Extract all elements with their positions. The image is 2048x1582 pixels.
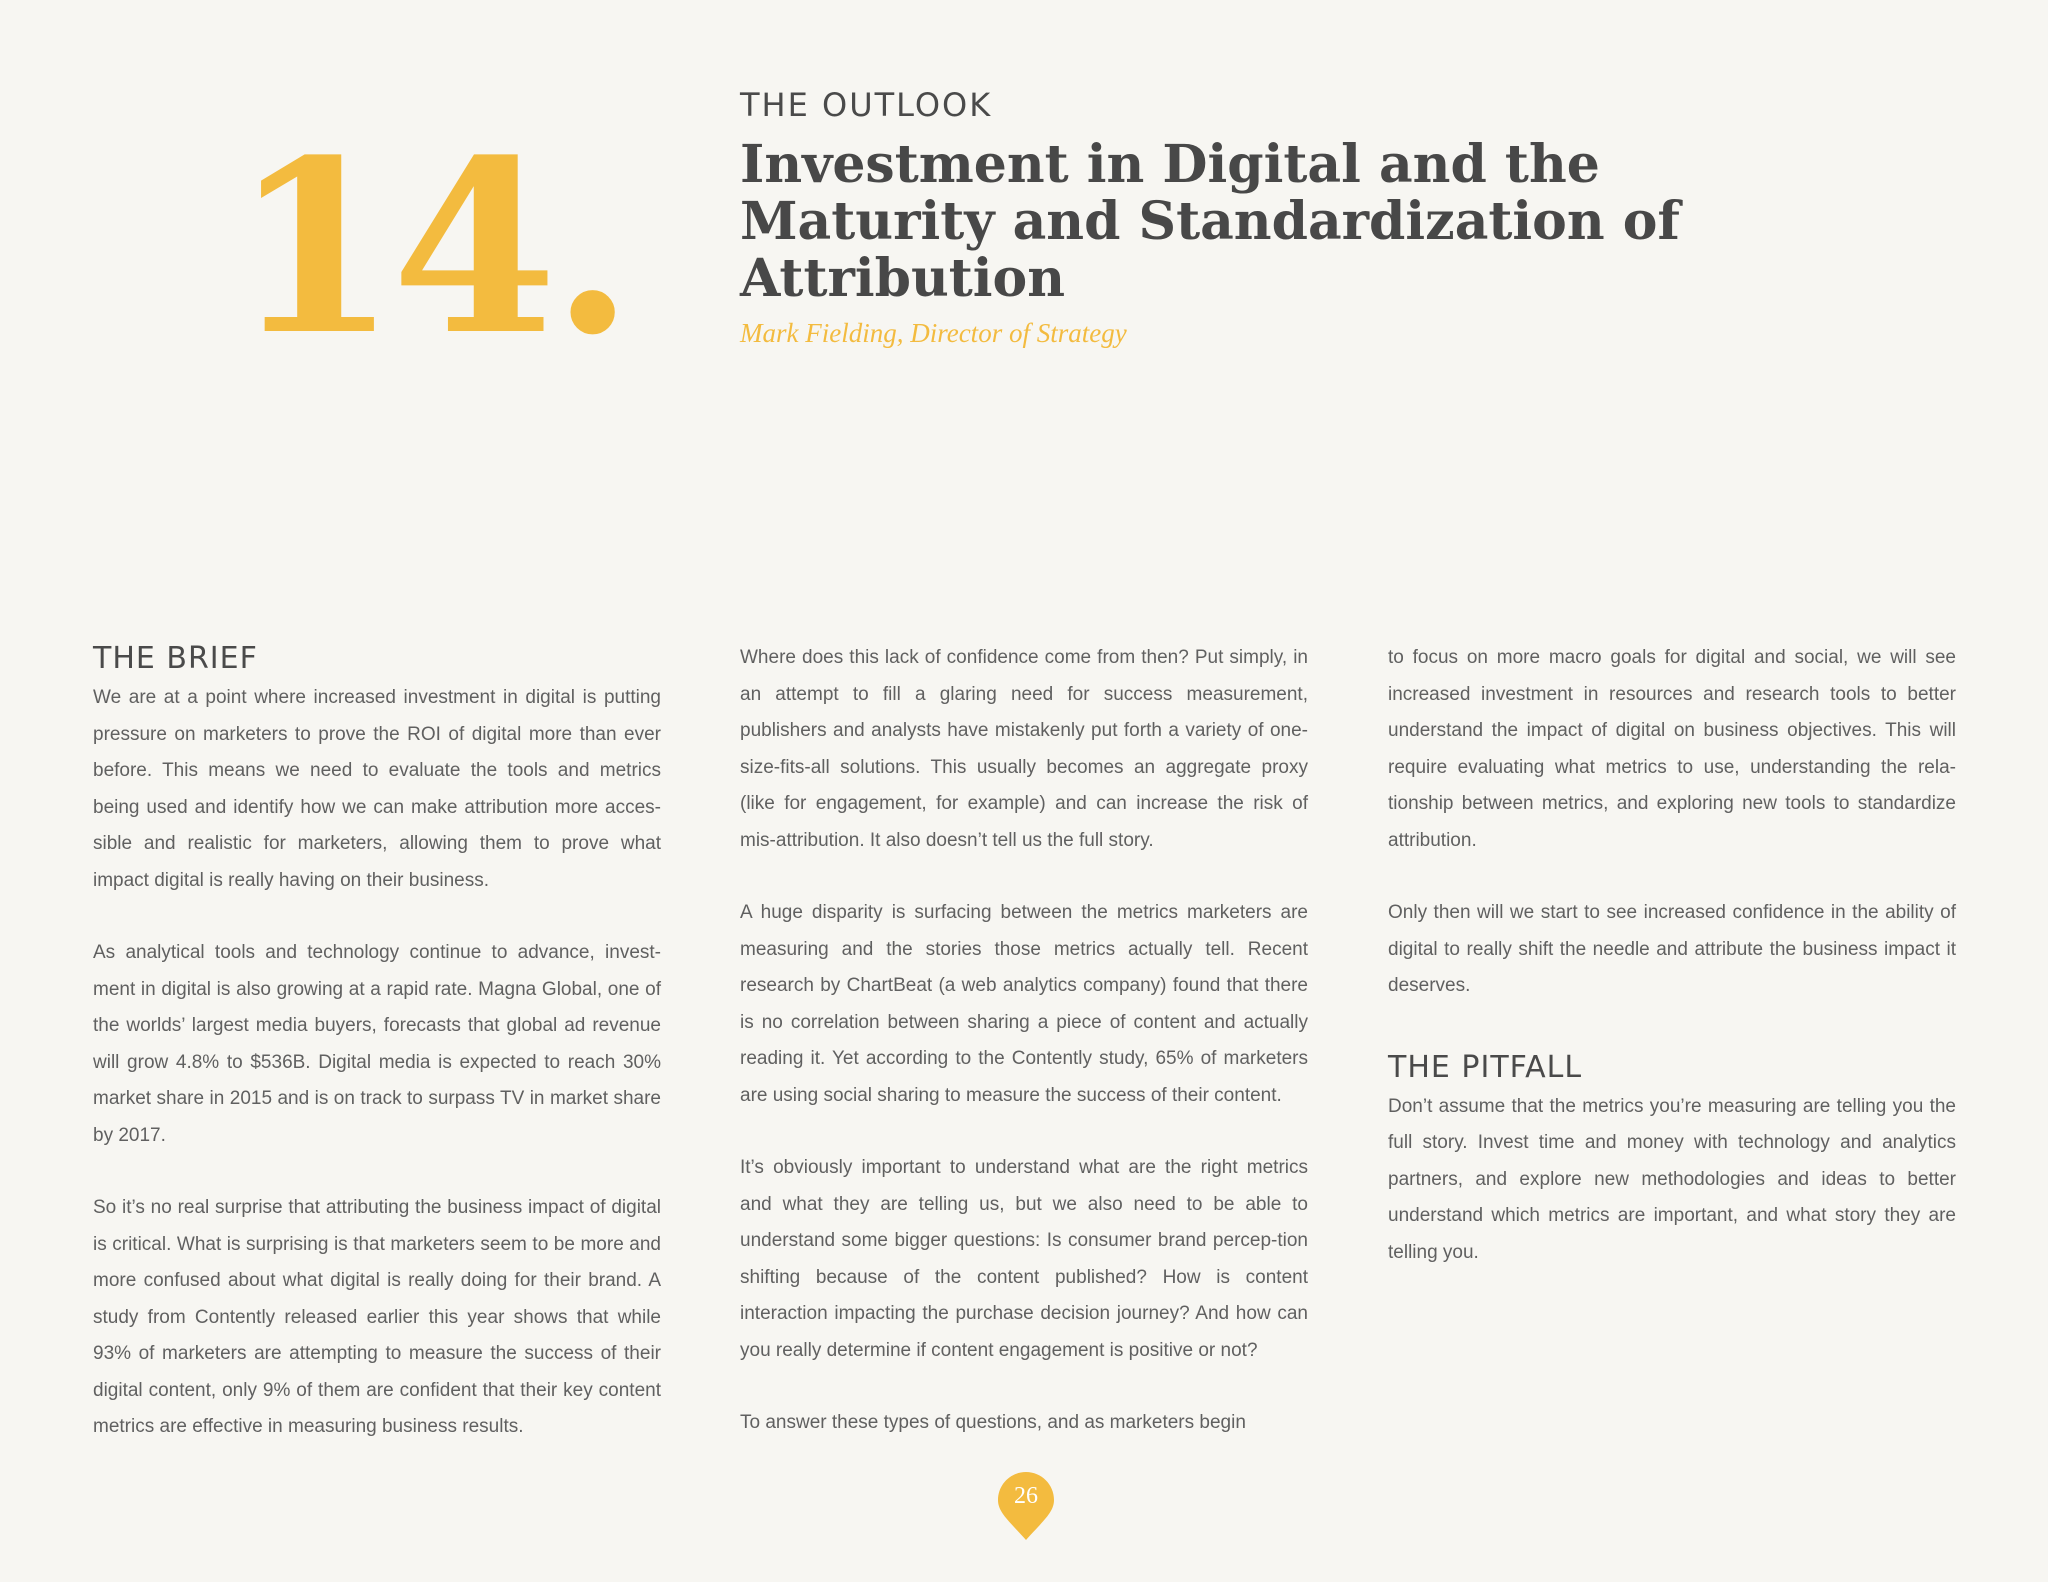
column-left xyxy=(93,642,661,1482)
page-title: Investment in Digital and the Maturity and Standardization of Attribution xyxy=(740,134,1680,309)
page-number: 26 xyxy=(1014,1483,1038,1509)
page-number-badge xyxy=(998,1472,1054,1528)
paragraph: So it’s no real surprise that attributing the business impact of digital is critical. What is surprising is that marketers seem to be more and more confused about what digital is really doing for their brand. A study from Contently released earlier this year shows that while 93% of marketers are attempting to measure the success of their digital content, only 9% of them are confident that their key content metrics are effective in measuring business results. xyxy=(93,1197,661,1437)
paragraph: To answer these types of questions, and as marketers begin xyxy=(740,1412,1246,1433)
section-kicker: THE OUTLOOK xyxy=(740,86,993,124)
column-right xyxy=(1388,642,1956,1307)
section-heading-brief: THE BRIEF xyxy=(93,641,258,676)
paragraph: to focus on more macro goals for digital and social, we will see increased investment in resources and research tools to better understand the impact of digital on business objectives. This will require evaluating what metrics to use, understanding the rela-tionship between metrics, and exploring new tools to standardize attribution. xyxy=(1388,647,1956,851)
paragraph: As analytical tools and technology continue to advance, invest-ment in digital is also growing at a rapid rate. Magna Global, one of the worlds’ largest media buyers, forecasts that global ad revenue will grow 4.8% to $536B. Digital media is expected to reach 30% market share in 2015 and is on track to surpass TV in market share by 2017. xyxy=(93,942,661,1146)
paragraph: A huge disparity is surfacing between the metrics marketers are measuring and the stories those metrics actually tell. Recent research by ChartBeat (a web analytics company) found that there is no correlation between sharing a piece of content and actually reading it. Yet according to the Contently study, 65% of marketers are using social sharing to measure the success of their content. xyxy=(740,902,1308,1106)
paragraph: We are at a point where increased investment in digital is putting pressure on marketers to prove the ROI of digital more than ever before. This means we need to evaluate the tools and metrics being used and identify how we can make attribution more acces-sible and realistic for marketers, allowing them to prove what impact digital is really having on their business. xyxy=(93,687,661,891)
author-byline: Mark Fielding, Director of Strategy xyxy=(740,318,1127,348)
paragraph: Don’t assume that the metrics you’re measuring are telling you the full story. Invest time and money with technology and analytics partners, and explore new methodologies and ideas to better understand which metrics are important, and what story they are telling you. xyxy=(1388,1095,1956,1263)
chapter-number: 14. xyxy=(232,109,629,388)
paragraph: It’s obviously important to understand what are the right metrics and what they are telling us, but we also need to be able to understand some bigger questions: Is consumer brand percep-tion shifting because of the content published? How is content interaction impacting the purchase decision journey? And how can you really determine if content engagement is positive or not? xyxy=(740,1157,1308,1361)
paragraph: Where does this lack of confidence come from then? Put simply, in an attempt to fill a glaring need for success measurement, publishers and analysts have mistakenly put forth a variety of one-size-fits-all solutions. This usually becomes an aggregate proxy (like for engagement, for example) and can increase the risk of mis-attribution. It also doesn’t tell us the full story. xyxy=(740,647,1308,851)
paragraph: Only then will we start to see increased confidence in the ability of digital to really shift the needle and attribute the business impact it deserves. xyxy=(1388,902,1956,996)
column-middle xyxy=(740,642,1308,1478)
section-heading-pitfall: THE PITFALL xyxy=(1388,1049,1583,1085)
